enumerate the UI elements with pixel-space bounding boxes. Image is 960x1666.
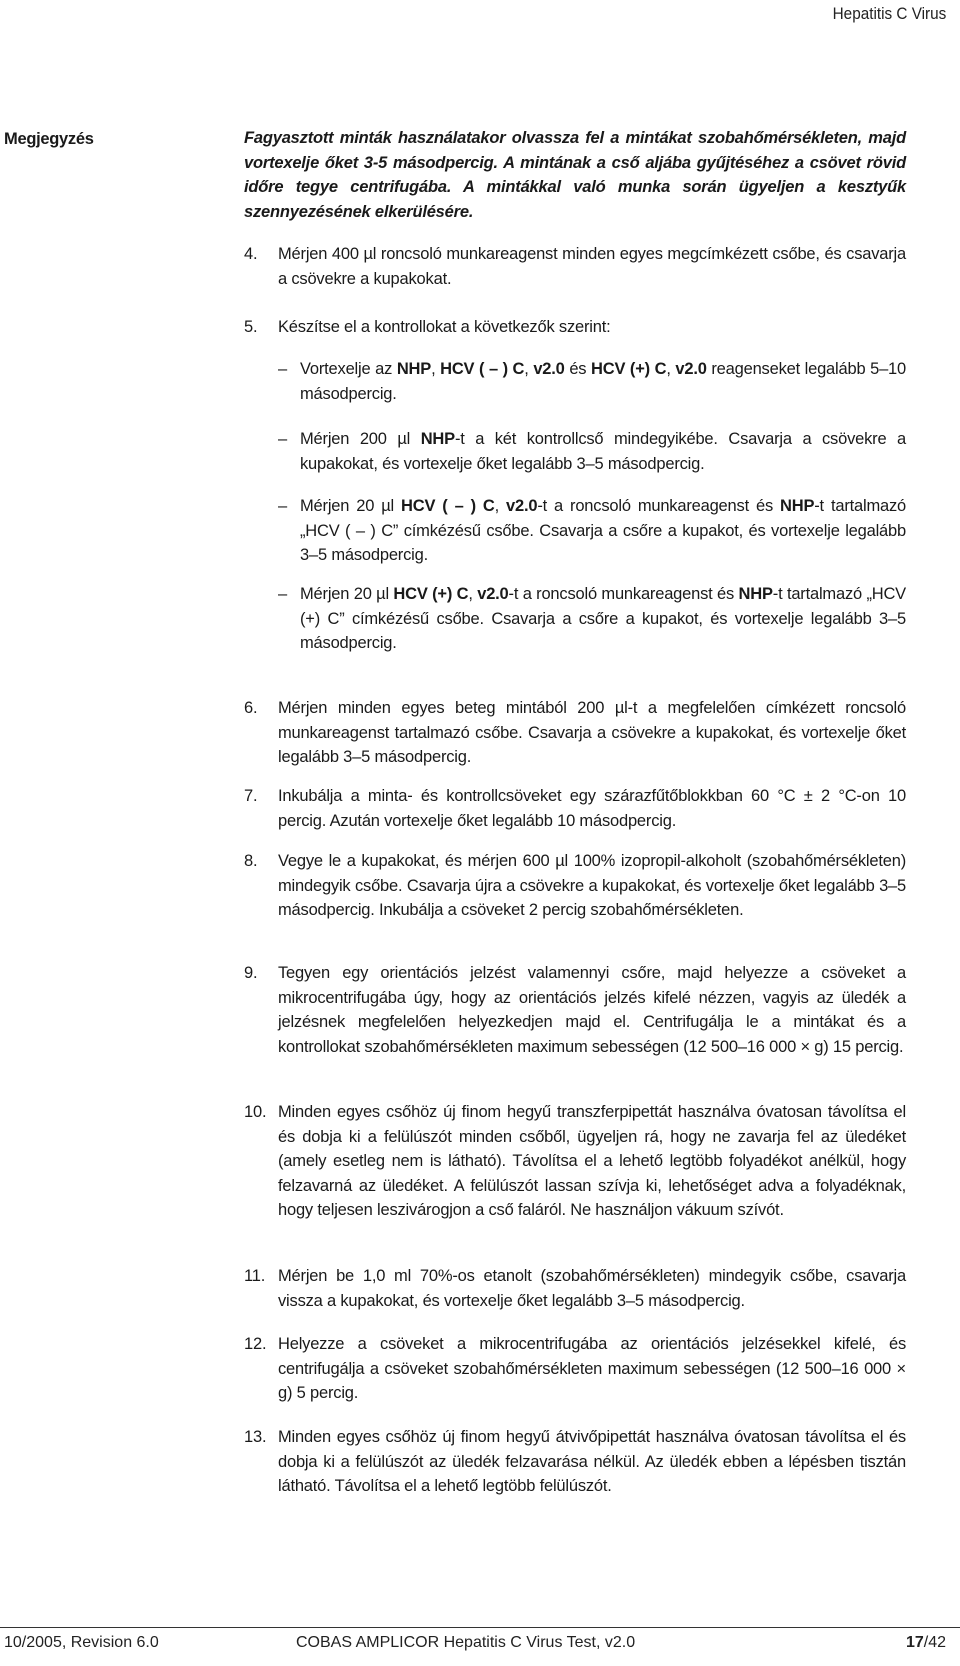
footer-revision: 10/2005, Revision 6.0: [4, 1634, 159, 1651]
substep-fragment: -t a két kontrollcső mindegyikébe. Csavarja a csövekre a kupakokat, és vortexelje őket legalább 3–5 másodpercig.: [300, 430, 906, 473]
step-text: Helyezze a csöveket a mikrocentrifugába az orientációs jelzésekkel kifelé, és centrifugálja a csöveket szobahőmérsékleten maximum sebességen (12 500–16 000 × g) 5 percig.: [278, 1335, 906, 1402]
note-text: Fagyasztott minták használatakor olvassza fel a mintákat szobahőmérsékleten, majd vortexelje őket 3-5 másodpercig. A mintának a cső aljába gyűjtéséhez a csövet rövid időre tegye centrifugába. A mintákkal való munka során ügyeljen a kesztyűk szennyezésének elkerülésére.: [244, 129, 906, 221]
substep-fragment: -t tartalmazó „HCV (+) C” címkézésű csőbe. Csavarja a csőre a kupakot, és vortexelje legalább 3–5 másodpercig.: [300, 585, 906, 652]
substep-fragment: ,: [468, 585, 478, 603]
step-10: [244, 1100, 906, 1223]
step-13: [244, 1425, 906, 1499]
step-4: [244, 242, 906, 291]
substep-fragment: ,: [666, 360, 676, 378]
reagent-term: NHP: [420, 430, 455, 448]
substep-fragment: Vortexelje az: [300, 360, 397, 378]
dash-bullet: –: [278, 585, 287, 603]
footer-page-number: [906, 1634, 946, 1652]
reagent-term: NHP: [738, 585, 773, 603]
reagent-term: v2.0: [533, 360, 565, 378]
reagent-term: HCV (+) C: [591, 360, 667, 378]
control-substep-2: [278, 427, 906, 476]
substep-fragment: Mérjen 200 µl: [300, 430, 421, 448]
control-substep-3: [278, 494, 906, 568]
footer-document-title: COBAS AMPLICOR Hepatitis C Virus Test, v2.0: [296, 1634, 636, 1651]
step-number: 4.: [244, 245, 258, 263]
substep-fragment: és: [564, 360, 592, 378]
step-12: [244, 1332, 906, 1406]
reagent-term: NHP: [396, 360, 432, 378]
substep-fragment: -t a roncsoló munkareagenst és: [537, 497, 781, 515]
substep-text: [300, 582, 906, 656]
reagent-term: v2.0: [506, 497, 538, 515]
step-6: [244, 696, 906, 770]
step-text: Készítse el a kontrollokat a következők szerint:: [278, 318, 611, 336]
reagent-term: v2.0: [477, 585, 509, 603]
step-number: 5.: [244, 318, 258, 336]
step-text: Minden egyes csőhöz új finom hegyű átvivőpipettát használva óvatosan távolítsa el és dobja ki a felülúszót az üledék felzavarása nélkül. Az üledék ebben a lépésben tisztán látható. Távolítsa el a lehető legtöbb felülúszót.: [278, 1428, 906, 1495]
substep-fragment: ,: [431, 360, 441, 378]
running-header-title: Hepatitis C Virus: [832, 4, 946, 23]
page-separator: /: [923, 1634, 929, 1651]
substep-fragment: -t tartalmazó „HCV ( – ) C” címkézésű csőbe. Csavarja a csőre a kupakot, és vortexelje legalább 3–5 másodpercig.: [300, 497, 906, 564]
step-9: [244, 961, 906, 1059]
page-current: 17: [905, 1634, 924, 1651]
dash-bullet: –: [278, 360, 287, 378]
step-number: 6.: [244, 699, 258, 717]
footer-divider: [0, 1627, 960, 1628]
substep-text: [300, 494, 906, 568]
dash-bullet: –: [278, 430, 287, 448]
step-number: 7.: [244, 787, 258, 805]
reagent-term: v2.0: [675, 360, 707, 378]
substep-fragment: reagenseket legalább 5–10 másodpercig.: [300, 360, 906, 403]
step-text: Mérjen be 1,0 ml 70%-os etanolt (szobahőmérsékleten) mindegyik csőbe, csavarja vissza a kupakokat, és vortexelje őket legalább 3–5 másodpercig.: [278, 1267, 906, 1310]
substep-fragment: Mérjen 20 µl: [300, 585, 394, 603]
step-text: Mérjen minden egyes beteg mintából 200 µl-t a megfelelően címkézett roncsoló munkareagenst tartalmazó csőbe. Csavarja a csövekre a kupakokat, és vortexelje őket legalább 3–5 másodpercig.: [278, 699, 906, 766]
substep-text: [300, 427, 906, 476]
control-substep-1: [278, 357, 906, 406]
step-5: [244, 315, 906, 340]
reagent-term: HCV ( – ) C: [401, 497, 495, 515]
step-number: 8.: [244, 852, 258, 870]
step-text: Vegye le a kupakokat, és mérjen 600 µl 100% izopropil-alkoholt (szobahőmérsékleten) mindegyik csőbe. Csavarja újra a csövekre a kupakokat, és vortexelje őket legalább 3–5 másodpercig. Inkubálja a csöveket 2 percig szobahőmérsékleten.: [278, 852, 906, 919]
substep-fragment: -t a roncsoló munkareagenst és: [508, 585, 739, 603]
page-total: 42: [928, 1634, 946, 1651]
reagent-term: HCV ( – ) C: [440, 360, 525, 378]
substep-text: [300, 357, 906, 406]
step-text: Mérjen 400 µl roncsoló munkareagenst minden egyes megcímkézett csőbe, és csavarja a csövekre a kupakokat.: [278, 245, 906, 288]
dash-bullet: –: [278, 497, 287, 515]
reagent-term: NHP: [780, 497, 815, 515]
substep-fragment: Mérjen 20 µl: [300, 497, 402, 515]
step-text: Tegyen egy orientációs jelzést valamennyi csőre, majd helyezze a csöveket a mikrocentrifugába úgy, hogy az orientációs jelzés kifelé nézzen, vagyis az üledék a jelzésnek megfelelően helyezkedjen majd el. Centrifugálja le a mintákat és a kontrollokat szobahőmérsékleten maximum sebességen (12 500–16 000 × g) 15 percig.: [278, 964, 906, 1056]
step-number: 13.: [244, 1428, 267, 1446]
step-7: [244, 784, 906, 833]
control-substep-4: [278, 582, 906, 656]
substep-fragment: ,: [494, 497, 507, 515]
step-8: [244, 849, 906, 923]
step-number: 10.: [244, 1103, 267, 1121]
step-number: 9.: [244, 964, 258, 982]
step-number: 11.: [244, 1267, 266, 1285]
note-side-label: Megjegyzés: [4, 130, 94, 148]
substep-fragment: ,: [524, 360, 534, 378]
step-text: Minden egyes csőhöz új finom hegyű transzferpipettát használva óvatosan távolítsa el és dobja ki a felülúszót minden csőből, ügyeljen rá, hogy ne zavarja fel az üledéket (amely esetleg nem is látható). Távolítsa el a lehető legtöbb folyadékot anélkül, hogy felzavarná az üledéket. A felülúszót lassan szívja ki, lehetőséget adva a folyadéknak, hogy teljesen leszivárogjon a cső faláról. Ne használjon vákuum szívót.: [278, 1103, 906, 1219]
step-text: Inkubálja a minta- és kontrollcsöveket egy szárazfűtőblokkban 60 °C ± 2 °C-on 10 percig. Azután vortexelje őket legalább 10 másodpercig.: [278, 787, 906, 830]
reagent-term: HCV (+) C: [393, 585, 469, 603]
step-11: [244, 1264, 906, 1313]
step-number: 12.: [244, 1335, 267, 1353]
